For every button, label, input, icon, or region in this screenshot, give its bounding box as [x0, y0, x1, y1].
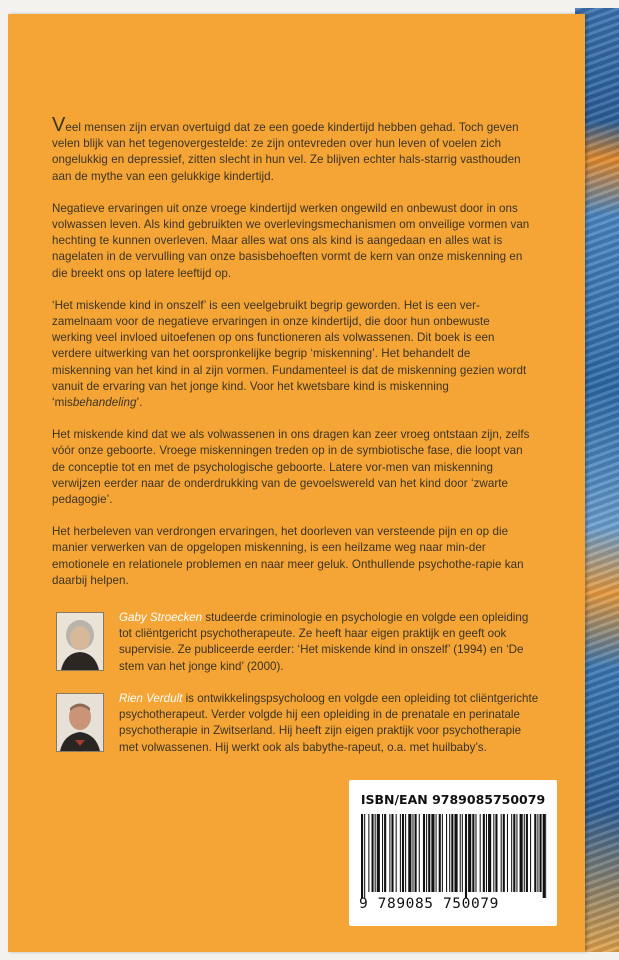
barcode-bar	[402, 814, 404, 892]
barcode-bar	[520, 814, 523, 892]
barcode-bar	[465, 814, 467, 898]
barcode-bar	[495, 814, 497, 892]
barcode-bar	[431, 814, 434, 892]
paragraph-4: Het miskende kind dat we als volwassenen in ons dragen kan zeer vroeg ontstaan zijn, zelfs vóór onze geboorte. Vroege miskenningen treden op in de symbiotische fase, die loopt van de conceptie tot en met de psychologische geboorte. Latere vor-men van miskenning verwijzen eerder naar de onderdrukking van de gevoelswereld van het kind door ‘zwarte pedagogie’.	[52, 428, 530, 507]
barcode-bar	[389, 814, 390, 892]
barcode-bar	[442, 814, 443, 892]
barcode-bar	[486, 814, 487, 892]
barcode-bar	[454, 814, 457, 892]
barcode-bar	[419, 814, 420, 892]
barcode-bar	[384, 814, 386, 892]
author-photo-rien	[56, 693, 104, 752]
barcode-bar	[513, 814, 515, 892]
author-photo-gaby	[56, 612, 104, 671]
author-bio-rien: Rien Verdult is ontwikkelingspsycholoog en volgde een opleiding tot cliëntgerichte psychotherapeut. Verder volgde hij een opleiding in de prenatale en perinatale psychotherapie in Zwitserland. Hij heeft zijn eigen praktijk voor psychotherapie met volwassenen. Hij werkt ook als babythe-rapeut, o.a. met huilbaby’s.	[119, 692, 539, 754]
barcode-digits: 9 789085 750079	[359, 896, 499, 912]
barcode-bar	[530, 814, 531, 892]
paragraph-1: Veel mensen zijn ervan overtuigd dat ze een goede kindertijd hebben gehad. Toch geven velen blijk van het tegenovergestelde: ze zijn ontevreden over hun leven of voelen zich ongelukkig en depressief, zitten slecht in hun vel. Ze blijven echter hals-starrig vasthouden aan de mythe van een gelukkige kindertijd.	[52, 114, 521, 183]
author-name: Rien Verdult	[119, 692, 183, 705]
barcode-bar	[408, 814, 411, 892]
barcode-bar	[480, 814, 481, 892]
author-name: Gaby Stroecken	[119, 611, 203, 624]
author-block-gaby	[56, 610, 536, 674]
drop-cap: V	[52, 114, 66, 136]
barcode-bar	[368, 814, 369, 892]
barcode-bar	[540, 814, 542, 892]
barcode-bar	[462, 814, 463, 892]
barcode-bar	[405, 814, 406, 892]
barcode-bar	[543, 814, 546, 898]
blurb-text	[52, 114, 532, 605]
barcode-bar	[468, 814, 471, 892]
isbn-barcode	[349, 780, 557, 926]
barcode-bar	[537, 814, 538, 892]
barcode-bar	[412, 814, 413, 892]
barcode-bar	[451, 814, 453, 892]
barcode-bar	[503, 814, 505, 892]
isbn-label: ISBN/EAN 9789085750079	[360, 792, 546, 807]
barcode-bar	[507, 814, 508, 892]
barcode-bar	[488, 814, 491, 892]
barcode-bar	[391, 814, 393, 892]
barcode-bar	[423, 814, 425, 892]
barcode-bar	[472, 814, 474, 892]
paragraph-5: Het herbeleven van verdrongen ervaringen, het doorleven van versteende pijn en op die manier verwerken van de opgelopen miskenning, is een heilzame weg naar min-der emotionele en relationele problemen en naar meer geluk. Onthullende psychothe-rapie kan daarbij helpen.	[52, 525, 524, 587]
paragraph-2: Negatieve ervaringen uit onze vroege kindertijd werken ongewild en onbewust door in ons volwassen leven. Als kind gebruikten we overlevingsmechanismen om onveilige vormen van hechting te kunnen overleven. Maar alles wat ons als kind is aangedaan en alles wat is nagelaten in de vervulling van onze basisbehoeften vormt de kern van onze miskenning en die breekt ons op latere leeftijd op.	[52, 201, 530, 280]
barcode-bar	[361, 814, 363, 898]
barcode-bar	[372, 814, 374, 892]
barcode-bar	[426, 814, 427, 892]
barcode-bar	[449, 814, 450, 892]
barcode-bars	[361, 814, 547, 898]
barcode-bar	[460, 814, 461, 892]
barcode-bar	[516, 814, 517, 892]
barcode-bar	[439, 814, 441, 892]
barcode-bar	[400, 814, 401, 892]
barcode-bar	[382, 814, 383, 892]
author-block-rien	[56, 691, 539, 755]
barcode-bar	[524, 814, 525, 892]
barcode-bar	[375, 814, 376, 892]
barcode-bar	[534, 814, 536, 892]
barcode-bar	[436, 814, 437, 892]
barcode-bar	[415, 814, 417, 892]
barcode-bar	[493, 814, 494, 892]
barcode-bar	[483, 814, 485, 892]
barcode-bar	[377, 814, 380, 892]
author-bio-gaby: Gaby Stroecken studeerde criminologie en psychologie en volgde een opleiding tot cliëntgericht psychotherapeute. Ze heeft haar eigen praktijk en geeft ook supervisie. Ze publiceerde eerder: ‘Het miskende kind in onszelf’ (1994) en ‘De stem van het jonge kind’ (2000).	[119, 611, 529, 673]
barcode-bar	[501, 814, 502, 892]
paragraph-3: ‘Het miskende kind in onszelf’ is een veelgebruikt begrip geworden. Het is een ver-zamelnaam voor de negatieve ervaringen in onze kindertijd, die door hun onbewuste werking veel invloed uitoefenen op ons functioneren als volwassenen. Dit boek is een verdere uitwerking van het oorspronkelijke begrip ‘miskenning’. Het behandelt de miskenning van het kind in al zijn vormen. Fundamenteel is dat de miskenning gezien wordt vanuit de ervaring van het jonge kind. Voor het kwetsbare kind is miskenning ‘misbehandeling’.	[52, 298, 527, 410]
barcode-bar	[396, 814, 397, 892]
barcode-bar	[511, 814, 512, 892]
barcode-bar	[446, 814, 447, 892]
barcode-bar	[526, 814, 528, 892]
barcode-bar	[428, 814, 430, 892]
barcode-bar	[475, 814, 476, 892]
barcode-bar	[364, 814, 365, 898]
